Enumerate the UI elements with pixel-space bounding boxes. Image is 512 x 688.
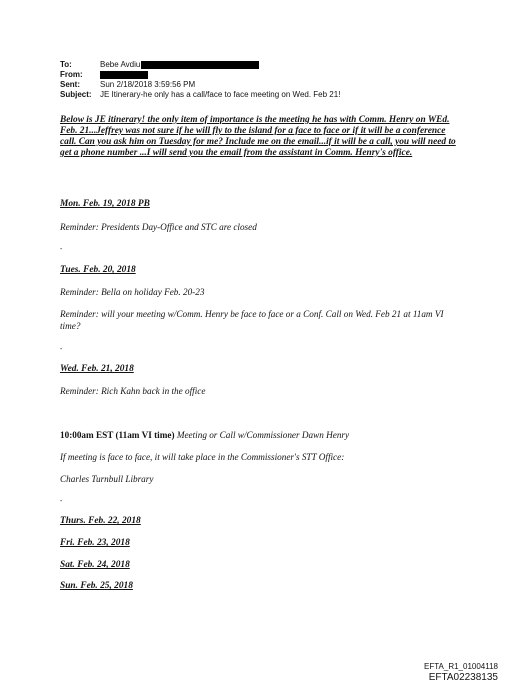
dash-separator: - — [60, 346, 63, 353]
note-tue-2: Reminder: will your meeting w/Comm. Henry be face to face or a Conf. Call on Wed. Feb 21 at 11am VI time? — [60, 309, 444, 331]
date-thu: Thurs. Feb. 22, 2018 — [60, 516, 141, 526]
from-value — [100, 70, 148, 80]
meeting-line — [60, 429, 349, 441]
date-sat: Sat. Feb. 24, 2018 — [60, 560, 130, 570]
intro-paragraph: Below is JE itinerary! the only item of importance is the meeting he has with Comm. Henry on WEd. Feb. 21...Jeffrey was not sure if he will fly to the island for a face to face or if it will be a conference call. Can you ask him on Tuesday for me? Include me on the email...if it will be a call, you will need to get a phone number ...I will send you the email from the assistant in Comm. Henry's office. — [60, 115, 456, 158]
meeting-time: 10:00am EST (11am VI time) — [60, 430, 175, 440]
meeting-place: If meeting is face to face, it will take place in the Commissioner's STT Office: — [60, 452, 345, 462]
sent-value: Sun 2/18/2018 3:59:56 PM — [100, 80, 196, 89]
note-wed: Reminder: Rich Kahn back in the office — [60, 386, 206, 396]
redaction-bar — [100, 71, 148, 79]
from-label: From: — [60, 70, 83, 79]
date-fri: Fri. Feb. 23, 2018 — [60, 538, 130, 548]
subject-value: JE Itinerary-he only has a call/face to face meeting on Wed. Feb 21! — [100, 90, 341, 99]
dash-separator: - — [60, 498, 63, 505]
note-tue-1: Reminder: Bella on holiday Feb. 20-23 — [60, 287, 205, 297]
date-mon: Mon. Feb. 19, 2018 PB — [60, 199, 150, 209]
to-value: Bebe Avdiu — [100, 60, 259, 70]
meeting-desc: Meeting or Call w/Commissioner Dawn Henry — [174, 430, 350, 440]
date-wed: Wed. Feb. 21, 2018 — [60, 364, 134, 374]
redaction-bar — [141, 61, 259, 69]
date-tue: Tues. Feb. 20, 2018 — [60, 265, 136, 275]
meeting-library: Charles Turnbull Library — [60, 474, 154, 484]
dash-separator: - — [60, 246, 63, 253]
note-mon: Reminder: Presidents Day-Office and STC are closed — [60, 222, 257, 232]
date-sun: Sun. Feb. 25, 2018 — [60, 581, 133, 591]
sent-label: Sent: — [60, 80, 80, 89]
subject-label: Subject: — [60, 90, 92, 99]
to-label: To: — [60, 60, 72, 69]
footer-ref-2: EFTA02238135 — [428, 672, 498, 683]
footer-ref-1: EFTA_R1_01004118 — [424, 662, 498, 671]
email-header — [60, 60, 360, 102]
